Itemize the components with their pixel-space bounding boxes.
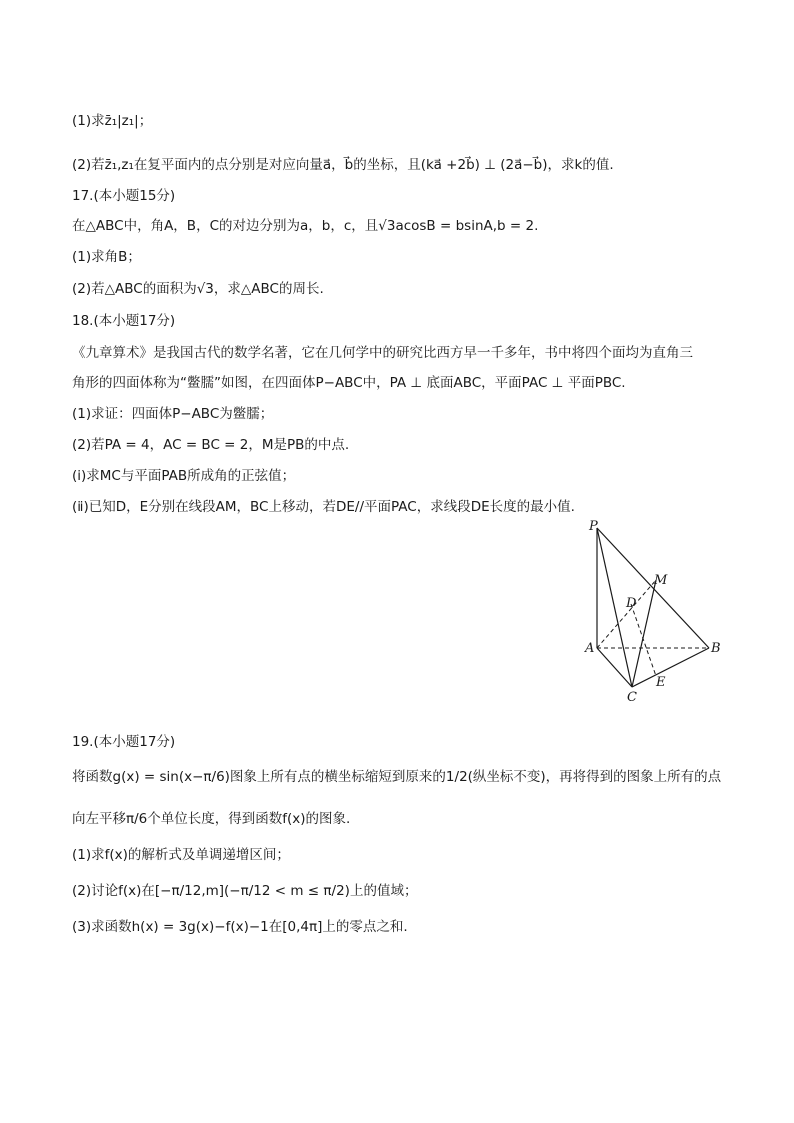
q16-part1: (1)求z̄₁|z₁|； — [72, 113, 153, 129]
q19-stem-line2: 向左平移π/6个单位长度，得到函数f(x)的图象. — [72, 811, 351, 827]
label-e: E — [656, 675, 666, 690]
q18-part2-ii: (ⅱ)已知D，E分别在线段AM，BC上移动，若DE//平面PAC，求线段DE长度的最小值. — [72, 499, 575, 515]
q17-header: 17.(本小题15分) — [72, 188, 176, 204]
label-a: A — [585, 641, 595, 656]
q19-header: 19.(本小题17分) — [72, 734, 176, 750]
edge-cb — [632, 648, 709, 687]
label-d: D — [626, 596, 637, 611]
q19-part1: (1)求f(x)的解析式及单调递增区间； — [72, 847, 290, 863]
q19-stem-line1: 将函数g(x) = sin(x−π/6)图象上所有点的横坐标缩短到原来的1/2(纵坐标不变)，再将得到的图象上所有的点 — [72, 769, 722, 785]
label-p: P — [589, 519, 598, 534]
q19-part2: (2)讨论f(x)在[−π/12,m](−π/12 < m ≤ π/2)上的值域； — [72, 883, 418, 899]
q17-stem: 在△ABC中，角A，B，C的对边分别为a，b，c，且√3acosB = bsinA,b = 2. — [72, 218, 539, 234]
segment-de — [631, 604, 656, 676]
label-b: B — [711, 641, 721, 656]
q17-part2: (2)若△ABC的面积为√3，求△ABC的周长. — [72, 281, 324, 297]
q17-part1: (1)求角B； — [72, 249, 141, 265]
q18-stem-line1: 《九章算术》是我国古代的数学名著，它在几何学中的研究比西方早一千多年，书中将四个面均为直角三 — [72, 345, 693, 361]
q18-part2: (2)若PA = 4，AC = BC = 2，M是PB的中点. — [72, 437, 350, 453]
q18-part2-i: (ⅰ)求MC与平面PAB所成角的正弦值； — [72, 468, 296, 484]
label-c: C — [627, 690, 637, 705]
tetrahedron-figure — [578, 515, 728, 705]
q16-part2: (2)若z̄₁,z₁在复平面内的点分别是对应向量a⃗，b⃗的坐标，且(ka⃗ +2b⃗) ⊥ (2a⃗−b⃗)，求k的值. — [72, 157, 614, 173]
q19-part3: (3)求函数h(x) = 3g(x)−f(x)−1在[0,4π]上的零点之和. — [72, 919, 408, 935]
label-m: M — [654, 573, 668, 588]
q18-stem-line2: 角形的四面体称为“鳖臑”如图，在四面体P−ABC中，PA ⊥ 底面ABC，平面PAC ⊥ 平面PBC. — [72, 375, 626, 391]
edge-pb — [597, 528, 709, 648]
q18-header: 18.(本小题17分) — [72, 313, 176, 329]
edge-ac — [597, 648, 632, 687]
segment-am — [597, 580, 656, 648]
q18-part1: (1)求证：四面体P−ABC为鳖臑； — [72, 406, 274, 422]
